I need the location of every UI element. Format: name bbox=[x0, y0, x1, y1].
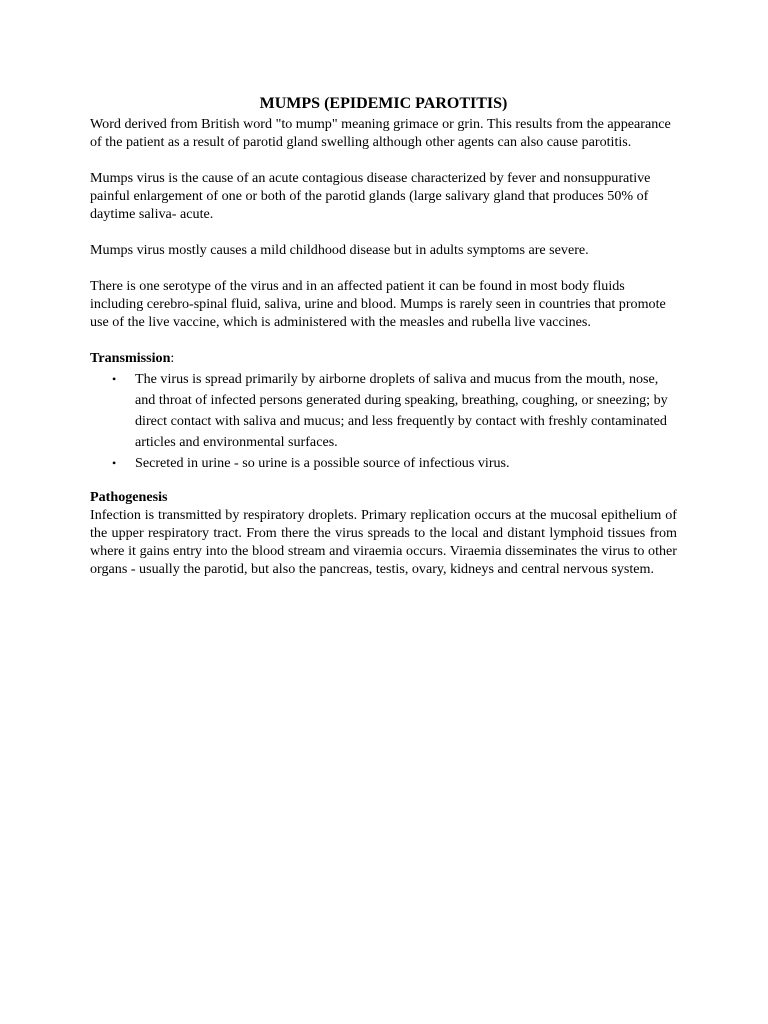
paragraph-cause: Mumps virus is the cause of an acute contagious disease characterized by fever and nonsuppurative painful enlargement of one or both of the parotid glands (large salivary gland that produces 50% of daytime saliva- acute. bbox=[90, 170, 651, 222]
paragraph-pathogenesis: Infection is transmitted by respiratory droplets. Primary replication occurs at the mucosal epithelium of the upper respiratory tract. From there the virus spreads to the local and distant lymphoid tissues from where it gains entry into the blood stream and viraemia occurs. Viraemia disseminates the virus to other organs - usually the parotid, but also the pancreas, testis, ovary, kidneys and central nervous system. bbox=[90, 507, 677, 577]
bullet-icon: • bbox=[112, 372, 117, 386]
transmission-heading-label: Transmission bbox=[90, 350, 171, 366]
list-item bbox=[90, 369, 677, 453]
list-item-text: The virus is spread primarily by airborne droplets of saliva and mucus from the mouth, nose, and throat of infected persons generated during speaking, breathing, coughing, or sneezing; by direct contact with saliva and mucus; and less frequently by contact with freshly contaminated articles and environmental surfaces. bbox=[135, 371, 668, 450]
paragraph-etymology: Word derived from British word "to mump" meaning grimace or grin. This results from the appearance of the patient as a result of parotid gland swelling although other agents can also cause parotitis. bbox=[90, 116, 671, 150]
paragraph-severity: Mumps virus mostly causes a mild childhood disease but in adults symptoms are severe. bbox=[90, 242, 589, 258]
document-page bbox=[90, 93, 677, 596]
transmission-heading-colon: : bbox=[170, 350, 175, 366]
transmission-list bbox=[90, 369, 677, 474]
pathogenesis-heading-label: Pathogenesis bbox=[90, 489, 168, 505]
transmission-heading bbox=[90, 349, 677, 367]
list-item-text: Secreted in urine - so urine is a possible source of infectious virus. bbox=[135, 455, 510, 471]
document-title: MUMPS (EPIDEMIC PAROTITIS) bbox=[259, 95, 508, 112]
paragraph-serotype: There is one serotype of the virus and in an affected patient it can be found in most body fluids including cerebro-spinal fluid, saliva, urine and blood. Mumps is rarely seen in countries that promote use of the live vaccine, which is administered with the measles and rubella live vaccines. bbox=[90, 278, 666, 330]
pathogenesis-heading bbox=[90, 488, 677, 506]
bullet-icon: • bbox=[112, 456, 117, 470]
list-item bbox=[90, 453, 677, 474]
